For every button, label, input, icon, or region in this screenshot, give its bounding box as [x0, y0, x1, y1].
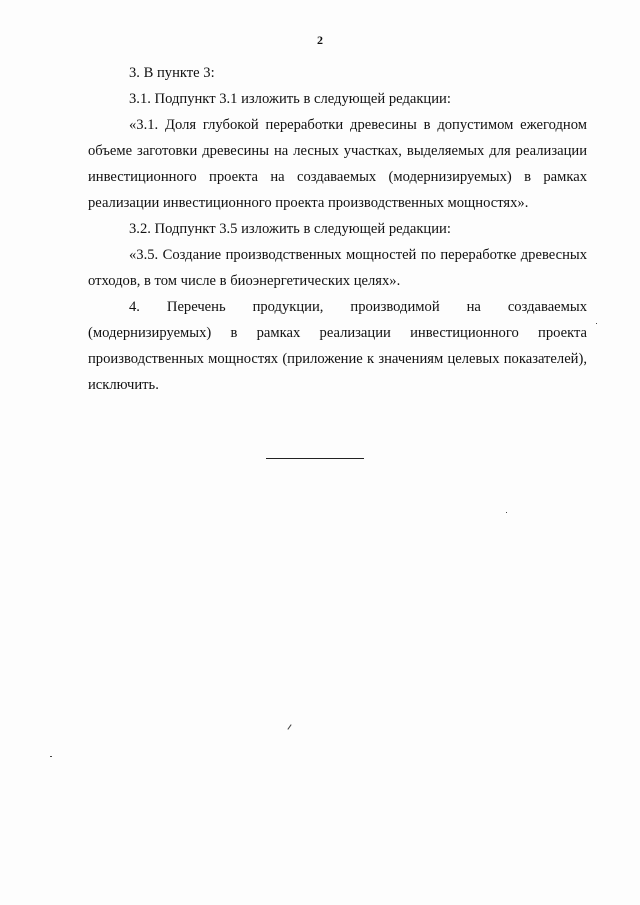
scan-speck — [596, 323, 597, 324]
paragraph-item-4: 4. Перечень продукции, производимой на создаваемых (модернизируемых) в рамках реализации инвестиционного проекта производственных мощностях (приложение к значениям целевых показателей), исключить. — [88, 299, 587, 393]
paragraph-item-3: 3. В пункте 3: — [129, 65, 215, 81]
scan-speck — [50, 756, 52, 757]
paragraph-subitem-3-1: 3.1. Подпункт 3.1 изложить в следующей редакции: — [129, 91, 451, 107]
document-body — [88, 60, 587, 398]
paragraph-quote-3-1: «3.1. Доля глубокой переработки древесины в допустимом ежегодном объеме заготовки древесины на лесных участках, выделяемых для реализации инвестиционного проекта на создаваемых (модернизируемых) в рамках реализации инвестиционного проекта производственных мощностях». — [88, 117, 587, 211]
page-number: 2 — [317, 33, 323, 47]
scan-speck — [287, 724, 291, 729]
scan-speck — [506, 512, 507, 513]
closing-separator-line — [266, 458, 364, 459]
paragraph-subitem-3-2: 3.2. Подпункт 3.5 изложить в следующей редакции: — [129, 221, 451, 237]
paragraph-quote-3-5: «3.5. Создание производственных мощностей по переработке древесных отходов, в том числе в биоэнергетических целях». — [88, 247, 587, 289]
